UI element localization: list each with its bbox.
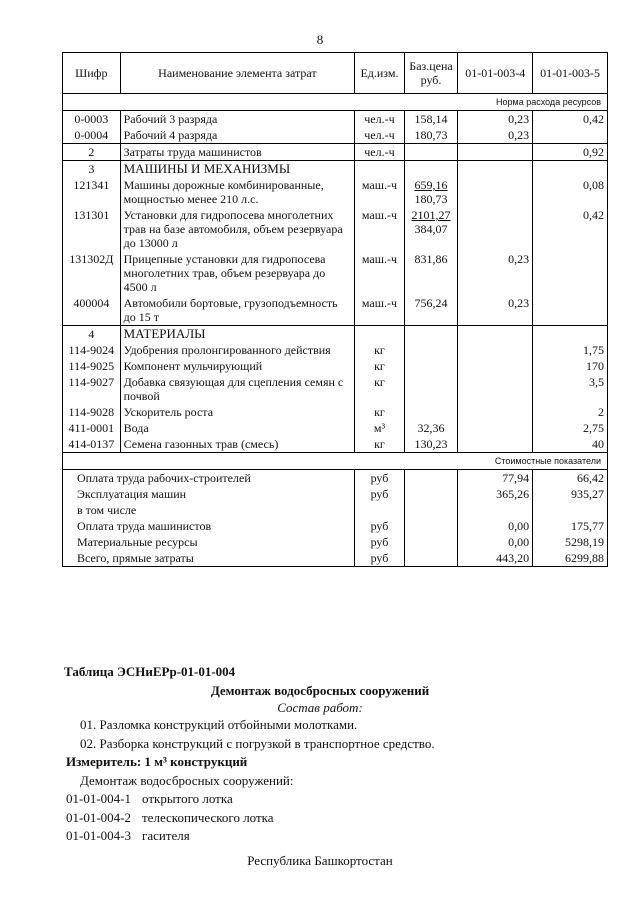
- row-rate-2: 2,75: [533, 420, 608, 436]
- row-unit: маш.-ч: [355, 177, 405, 207]
- row-price: [404, 161, 458, 178]
- rate-line: [66, 791, 640, 807]
- row-code: 411-0001: [63, 420, 121, 436]
- row-rate-2: 0,08: [533, 177, 608, 207]
- row-price: [404, 326, 458, 343]
- cost-rate-2: 66,42: [533, 470, 608, 487]
- demolition-line: Демонтаж водосбросных сооружений:: [80, 773, 294, 788]
- row-price: [404, 127, 458, 144]
- row-rate-2: [533, 295, 608, 326]
- table-row: [63, 161, 608, 178]
- row-rate-1: [458, 374, 533, 404]
- table-row: [63, 374, 608, 404]
- header-unit: Ед.изм.: [355, 53, 405, 94]
- row-price: [404, 177, 458, 207]
- row-price: [404, 420, 458, 436]
- row-rate-2: 0,42: [533, 111, 608, 128]
- cost-rate-2: 5298,19: [533, 534, 608, 550]
- row-rate-1: [458, 177, 533, 207]
- row-unit: кг: [355, 342, 405, 358]
- row-price: [404, 404, 458, 420]
- row-unit: кг: [355, 374, 405, 404]
- cost-unit: руб: [355, 486, 405, 502]
- cost-name: Всего, прямые затраты: [63, 550, 355, 567]
- cost-price: [404, 534, 458, 550]
- section-subtitle: Демонтаж водосбросных сооружений: [210, 683, 430, 698]
- cost-price: [404, 486, 458, 502]
- row-rate-2: 1,75: [533, 342, 608, 358]
- price-value-secondary: 180,73: [414, 192, 448, 206]
- row-unit: кг: [355, 404, 405, 420]
- cost-name: Оплата труда рабочих-строителей: [63, 470, 355, 487]
- work-item: 01. Разломка конструкций отбойными молотками.: [80, 717, 358, 732]
- row-rate-2: 0,42: [533, 207, 608, 251]
- row-rate-2: 3,5: [533, 374, 608, 404]
- cost-rate-1: 0,00: [458, 534, 533, 550]
- price-value-secondary: 384,07: [414, 222, 448, 236]
- header-name: Наименование элемента затрат: [120, 53, 355, 94]
- table-row: [63, 420, 608, 436]
- row-unit: кг: [355, 358, 405, 374]
- row-price: [404, 342, 458, 358]
- row-name: Семена газонных трав (смесь): [120, 436, 355, 453]
- price-value: 756,24: [414, 296, 448, 310]
- price-value: 180,73: [414, 128, 448, 142]
- row-name: Рабочий 4 разряда: [120, 127, 355, 144]
- row-rate-1: 0,23: [458, 111, 533, 128]
- rate-line: [66, 810, 640, 826]
- row-code: 414-0137: [63, 436, 121, 453]
- row-rate-2: 40: [533, 436, 608, 453]
- cost-rate-1: 77,94: [458, 470, 533, 487]
- row-name: Ускоритель роста: [120, 404, 355, 420]
- cost-name: Оплата труда машинистов: [63, 518, 355, 534]
- row-rate-1: 0,23: [458, 295, 533, 326]
- cost-price: [404, 550, 458, 567]
- cost-row: [63, 518, 608, 534]
- row-price: [404, 207, 458, 251]
- row-price: [404, 436, 458, 453]
- row-rate-1: [458, 404, 533, 420]
- cost-unit: руб: [355, 534, 405, 550]
- rate-name: открытого лотка: [142, 791, 233, 806]
- row-name: Машины дорожные комбинированные, мощностью менее 210 л.с.: [120, 177, 355, 207]
- row-rate-1: [458, 420, 533, 436]
- row-code: 400004: [63, 295, 121, 326]
- cost-unit: [355, 502, 405, 518]
- row-rate-2: 2: [533, 404, 608, 420]
- row-unit: чел.-ч: [355, 111, 405, 128]
- table-row: [63, 404, 608, 420]
- price-value: 158,14: [414, 112, 448, 126]
- cost-row: [63, 534, 608, 550]
- row-rate-1: [458, 358, 533, 374]
- row-rate-1: [458, 436, 533, 453]
- table-row: [63, 436, 608, 453]
- row-rate-2: [533, 326, 608, 343]
- row-code: 4: [63, 326, 121, 343]
- row-rate-1: [458, 207, 533, 251]
- row-code: 121341: [63, 177, 121, 207]
- table-row: [63, 111, 608, 128]
- row-unit: [355, 326, 405, 343]
- header-code: Шифр: [63, 53, 121, 94]
- row-name: Компонент мульчирующий: [120, 358, 355, 374]
- row-unit: маш.-ч: [355, 207, 405, 251]
- row-rate-1: [458, 342, 533, 358]
- row-price: [404, 374, 458, 404]
- row-name: Добавка связующая для сцепления семян с почвой: [120, 374, 355, 404]
- price-value: 2101,27: [411, 208, 451, 222]
- cost-row: [63, 502, 608, 518]
- row-code: 114-9024: [63, 342, 121, 358]
- header-rate-1: 01-01-003-4: [458, 53, 533, 94]
- row-code: 114-9028: [63, 404, 121, 420]
- row-name: Удобрения пролонгированного действия: [120, 342, 355, 358]
- cost-unit: руб: [355, 470, 405, 487]
- row-price: [404, 358, 458, 374]
- cost-unit: руб: [355, 550, 405, 567]
- cost-rate-1: 365,26: [458, 486, 533, 502]
- row-name: Автомобили бортовые, грузоподъемность до 15 т: [120, 295, 355, 326]
- cost-rate-1: 443,20: [458, 550, 533, 567]
- table-row: [63, 127, 608, 144]
- cost-row: [63, 486, 608, 502]
- row-name: Установки для гидропосева многолетних трав на базе автомобиля, объем резервуара до 13000 л: [120, 207, 355, 251]
- cost-rate-1: [458, 502, 533, 518]
- row-unit: [355, 161, 405, 178]
- rate-name: гасителя: [142, 828, 190, 843]
- rate-code: 01-01-004-1: [66, 791, 131, 806]
- row-name: Вода: [120, 420, 355, 436]
- resource-band: [63, 94, 608, 111]
- row-code: 0-0003: [63, 111, 121, 128]
- row-name: Рабочий 3 разряда: [120, 111, 355, 128]
- cost-unit: руб: [355, 518, 405, 534]
- row-price: [404, 111, 458, 128]
- row-code: 131301: [63, 207, 121, 251]
- row-unit: маш.-ч: [355, 295, 405, 326]
- rate-line: [66, 828, 640, 844]
- row-name: Прицепные установки для гидропосева многолетних трав, объем резервуара до 4500 л: [120, 251, 355, 295]
- price-value: 831,86: [414, 252, 448, 266]
- table-row: [63, 295, 608, 326]
- row-name: МАТЕРИАЛЫ: [120, 326, 355, 343]
- row-unit: чел.-ч: [355, 127, 405, 144]
- row-rate-1: 0,23: [458, 127, 533, 144]
- rate-name: телескопического лотка: [142, 810, 274, 825]
- row-rate-2: [533, 127, 608, 144]
- table-row: [63, 251, 608, 295]
- cost-band-label: Стоимостные показатели: [63, 453, 608, 470]
- cost-rate-2: 175,77: [533, 518, 608, 534]
- cost-name: Материальные ресурсы: [63, 534, 355, 550]
- cost-row: [63, 550, 608, 567]
- work-heading: Состав работ:: [277, 700, 363, 715]
- row-rate-2: [533, 161, 608, 178]
- page-number: 8: [316, 32, 324, 47]
- row-price: [404, 295, 458, 326]
- cost-row: [63, 470, 608, 487]
- resource-table: [62, 52, 608, 567]
- cost-rate-2: 6299,88: [533, 550, 608, 567]
- table-title: Таблица ЭСНиЕРр-01-01-004: [64, 664, 236, 679]
- row-unit: маш.-ч: [355, 251, 405, 295]
- row-price: [404, 251, 458, 295]
- rate-code: 01-01-004-3: [66, 828, 131, 843]
- header-price: Баз.цена руб.: [404, 53, 458, 94]
- row-code: 0-0004: [63, 127, 121, 144]
- row-code: 131302Д: [63, 251, 121, 295]
- table-header-row: [63, 53, 608, 94]
- row-unit: чел.-ч: [355, 144, 405, 161]
- row-price: [404, 144, 458, 161]
- row-code: 114-9027: [63, 374, 121, 404]
- row-unit: кг: [355, 436, 405, 453]
- row-code: 2: [63, 144, 121, 161]
- rate-code: 01-01-004-2: [66, 810, 131, 825]
- page-footer: Республика Башкортостан: [247, 853, 393, 868]
- row-name: МАШИНЫ И МЕХАНИЗМЫ: [120, 161, 355, 178]
- row-code: 3: [63, 161, 121, 178]
- row-code: 114-9025: [63, 358, 121, 374]
- price-value: 659,16: [414, 178, 448, 192]
- row-unit: м³: [355, 420, 405, 436]
- table-row: [63, 358, 608, 374]
- resource-band-label: Норма расхода ресурсов: [63, 94, 608, 111]
- cost-price: [404, 470, 458, 487]
- work-item: 02. Разборка конструкций с погрузкой в транспортное средство.: [80, 736, 435, 751]
- cost-rate-2: [533, 502, 608, 518]
- row-rate-1: 0,23: [458, 251, 533, 295]
- row-rate-2: 0,92: [533, 144, 608, 161]
- table-row: [63, 326, 608, 343]
- cost-name: Эксплуатация машин: [63, 486, 355, 502]
- meter-line: Измеритель: 1 м³ конструкций: [66, 754, 248, 769]
- cost-price: [404, 502, 458, 518]
- row-rate-1: [458, 161, 533, 178]
- cost-rate-2: 935,27: [533, 486, 608, 502]
- row-rate-1: [458, 326, 533, 343]
- row-rate-2: [533, 251, 608, 295]
- cost-rate-1: 0,00: [458, 518, 533, 534]
- table-row: [63, 207, 608, 251]
- price-value: 130,23: [414, 437, 448, 451]
- row-name: Затраты труда машинистов: [120, 144, 355, 161]
- header-rate-2: 01-01-003-5: [533, 53, 608, 94]
- row-rate-2: 170: [533, 358, 608, 374]
- table-row: [63, 144, 608, 161]
- price-value: 32,36: [417, 421, 445, 435]
- cost-price: [404, 518, 458, 534]
- table-row: [63, 177, 608, 207]
- row-rate-1: [458, 144, 533, 161]
- cost-band: [63, 453, 608, 470]
- cost-name: в том числе: [63, 502, 355, 518]
- table-row: [63, 342, 608, 358]
